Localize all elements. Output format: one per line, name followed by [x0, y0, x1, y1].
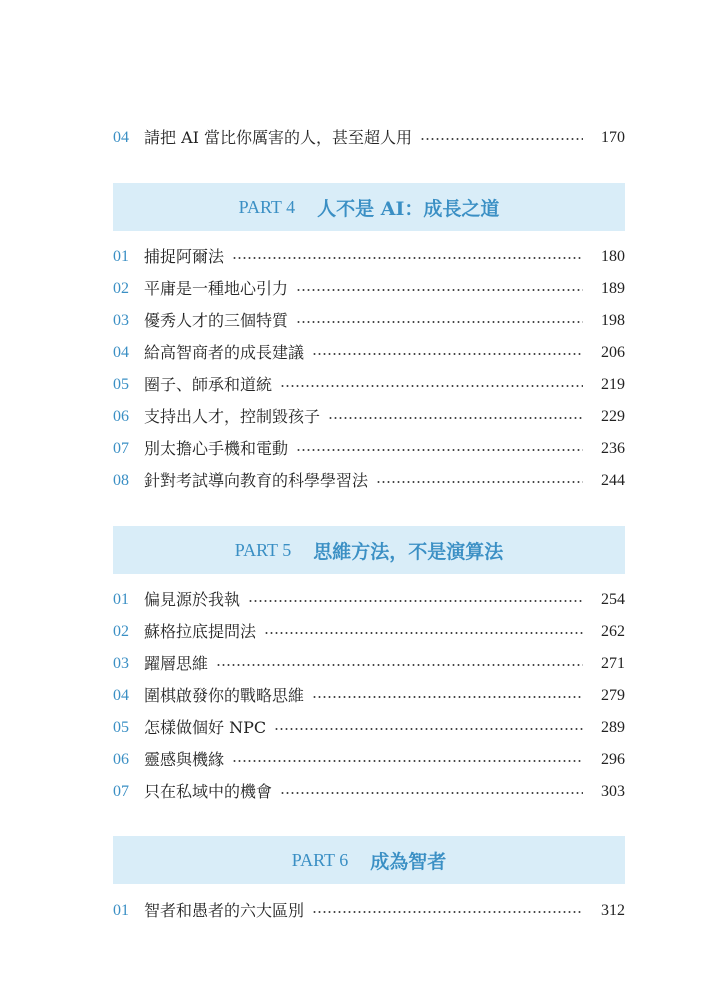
page-number: 189 — [601, 280, 625, 297]
dot-leader — [248, 600, 583, 602]
dot-leader — [264, 632, 583, 634]
toc-entry[interactable] — [113, 649, 625, 679]
page-number: 254 — [601, 591, 625, 608]
chapter-title: 針對考試導向教育的科學學習法 — [144, 471, 369, 490]
dot-leader — [312, 696, 583, 698]
chapter-number: 01 — [113, 591, 129, 608]
chapter-number: 03 — [113, 312, 129, 329]
page-number: 229 — [601, 408, 625, 425]
chapter-title: 智者和愚者的六大區別 — [144, 901, 305, 920]
chapter-number: 02 — [113, 280, 129, 297]
chapter-number: 07 — [113, 440, 129, 457]
part-label: PART 5 — [234, 539, 292, 560]
dot-leader — [216, 664, 583, 666]
dot-leader — [280, 385, 583, 387]
chapter-number: 05 — [113, 376, 129, 393]
page-number: 279 — [601, 687, 625, 704]
dot-leader — [274, 728, 583, 730]
page-number: 296 — [601, 751, 625, 768]
toc-entry[interactable] — [113, 123, 625, 153]
page-number: 206 — [601, 344, 625, 361]
page-number: 170 — [601, 129, 625, 146]
dot-leader — [232, 257, 583, 259]
page-number: 271 — [601, 655, 625, 672]
page-number: 244 — [601, 472, 625, 489]
chapter-title: 給高智商者的成長建議 — [144, 343, 305, 362]
part-header — [113, 183, 625, 231]
dot-leader — [280, 792, 583, 794]
toc-entry[interactable] — [113, 777, 625, 807]
chapter-title: 蘇格拉底提問法 — [144, 622, 257, 641]
chapter-number: 06 — [113, 751, 129, 768]
dot-leader — [328, 417, 583, 419]
chapter-title: 靈感與機緣 — [144, 750, 225, 769]
dot-leader — [312, 911, 583, 913]
part-title: 人不是 AI：成長之道 — [317, 197, 500, 220]
chapter-title: 平庸是一種地心引力 — [144, 279, 289, 298]
toc-entry[interactable] — [113, 370, 625, 400]
toc-entry[interactable] — [113, 617, 625, 647]
page-number: 180 — [601, 248, 625, 265]
page-number: 262 — [601, 623, 625, 640]
toc-entry[interactable] — [113, 274, 625, 304]
toc-entry[interactable] — [113, 466, 625, 496]
toc-entry[interactable] — [113, 402, 625, 432]
chapter-title: 捕捉阿爾法 — [144, 247, 225, 266]
chapter-title: 偏見源於我執 — [144, 590, 241, 609]
chapter-number: 04 — [113, 687, 129, 704]
toc-entry[interactable] — [113, 242, 625, 272]
dot-leader — [420, 138, 583, 140]
chapter-number: 04 — [113, 129, 129, 146]
toc-entry[interactable] — [113, 434, 625, 464]
part-header — [113, 526, 625, 574]
toc-entry[interactable] — [113, 306, 625, 336]
chapter-number: 01 — [113, 902, 129, 919]
chapter-number: 08 — [113, 472, 129, 489]
page-number: 219 — [601, 376, 625, 393]
chapter-number: 02 — [113, 623, 129, 640]
chapter-number: 06 — [113, 408, 129, 425]
toc-entry[interactable] — [113, 745, 625, 775]
dot-leader — [296, 321, 583, 323]
page-number: 289 — [601, 719, 625, 736]
toc-entry[interactable] — [113, 338, 625, 368]
page-number: 312 — [601, 902, 625, 919]
toc-entry[interactable] — [113, 713, 625, 743]
page-number: 198 — [601, 312, 625, 329]
part-label: PART 4 — [238, 196, 296, 217]
chapter-number: 04 — [113, 344, 129, 361]
chapter-number: 03 — [113, 655, 129, 672]
dot-leader — [376, 481, 583, 483]
dot-leader — [296, 449, 583, 451]
chapter-title: 怎樣做個好 NPC — [144, 718, 267, 737]
chapter-title: 支持出人才，控制毀孩子 — [144, 407, 321, 426]
chapter-title: 優秀人才的三個特質 — [144, 311, 289, 330]
toc-entry[interactable] — [113, 896, 625, 926]
dot-leader — [296, 289, 583, 291]
part-title: 成為智者 — [370, 850, 447, 873]
chapter-title: 別太擔心手機和電動 — [144, 439, 289, 458]
chapter-number: 01 — [113, 248, 129, 265]
chapter-title: 圍棋啟發你的戰略思維 — [144, 686, 305, 705]
page-number: 303 — [601, 783, 625, 800]
chapter-number: 05 — [113, 719, 129, 736]
chapter-title: 只在私域中的機會 — [144, 782, 273, 801]
part-header — [113, 836, 625, 884]
chapter-title: 請把 AI 當比你厲害的人，甚至超人用 — [144, 128, 413, 147]
dot-leader — [232, 760, 583, 762]
chapter-title: 圈子、師承和道統 — [144, 375, 273, 394]
chapter-title: 躍層思維 — [144, 654, 209, 673]
toc-entry[interactable] — [113, 585, 625, 615]
page-number: 236 — [601, 440, 625, 457]
part-title: 思維方法，不是演算法 — [313, 540, 504, 563]
toc-entry[interactable] — [113, 681, 625, 711]
chapter-number: 07 — [113, 783, 129, 800]
dot-leader — [312, 353, 583, 355]
part-label: PART 6 — [291, 849, 349, 870]
